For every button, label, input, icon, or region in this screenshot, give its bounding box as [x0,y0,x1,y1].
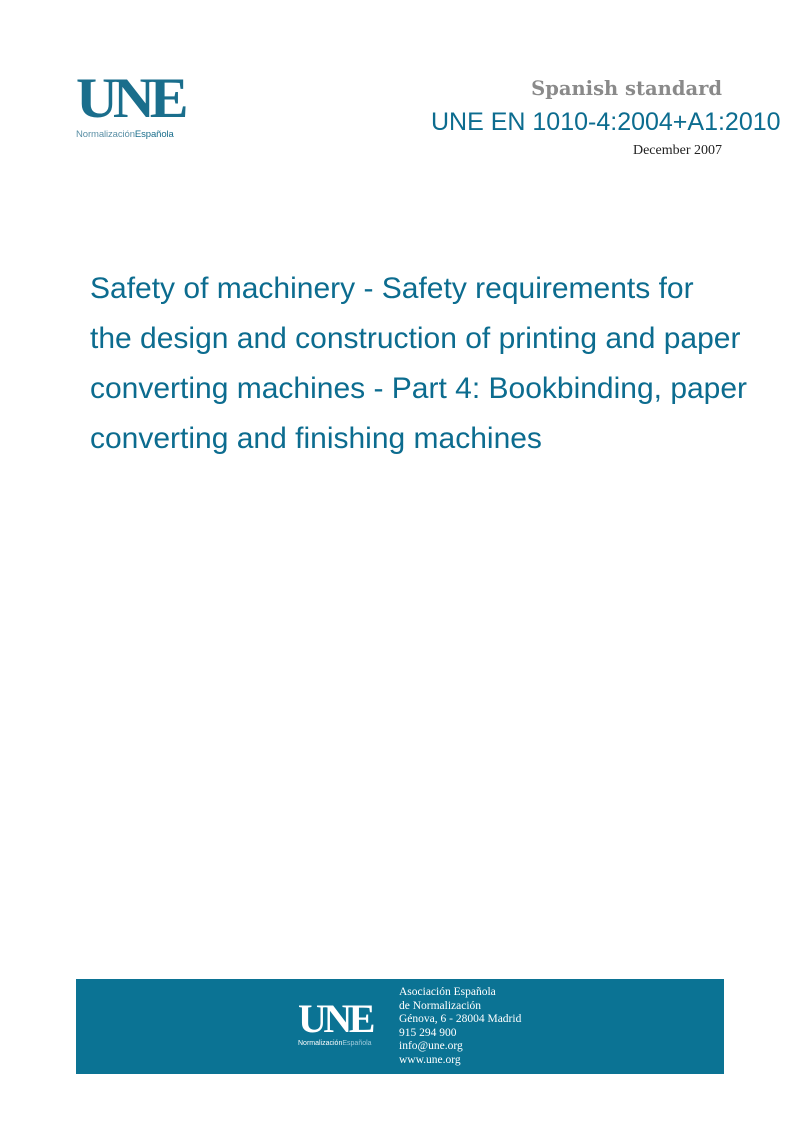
title-line: Safety of machinery - Safety requirements for [90,272,694,305]
title-line: the design and construction of printing and paper [90,322,741,355]
document-title [90,264,798,464]
une-logo-tagline [76,129,196,140]
footer-band [76,979,724,1074]
footer-une-logo-mark: UNE [298,996,372,1041]
footer-une-logo [298,996,388,1047]
une-logo-tagline-part1: Normalización [76,129,135,140]
footer-une-logo-tagline [298,1040,388,1047]
organization-name-line1: Asociación Española [399,986,496,998]
standard-code: UNE EN 1010-4:2004+A1:2010 [431,108,781,136]
une-logo-tagline-part2: Española [134,129,174,140]
une-logo [76,67,196,140]
footer-tagline-part2: Española [342,1040,372,1047]
standard-date: December 2007 [632,143,722,158]
une-logo-mark: UNE [76,67,184,130]
title-line: converting and finishing machines [90,422,542,455]
organization-email: info@une.org [399,1040,463,1053]
organization-phone: 915 294 900 [399,1026,457,1039]
footer-tagline-part1: Normalización [298,1040,343,1047]
organization-website: www.une.org [399,1053,461,1066]
footer-contact-block [399,986,521,1068]
organization-name-line2: de Normalización [399,999,482,1012]
standard-kind-label: Spanish standard [531,77,722,100]
organization-address: Génova, 6 - 28004 Madrid [399,1013,522,1026]
title-line: converting machines - Part 4: Bookbinding, paper [90,372,748,405]
